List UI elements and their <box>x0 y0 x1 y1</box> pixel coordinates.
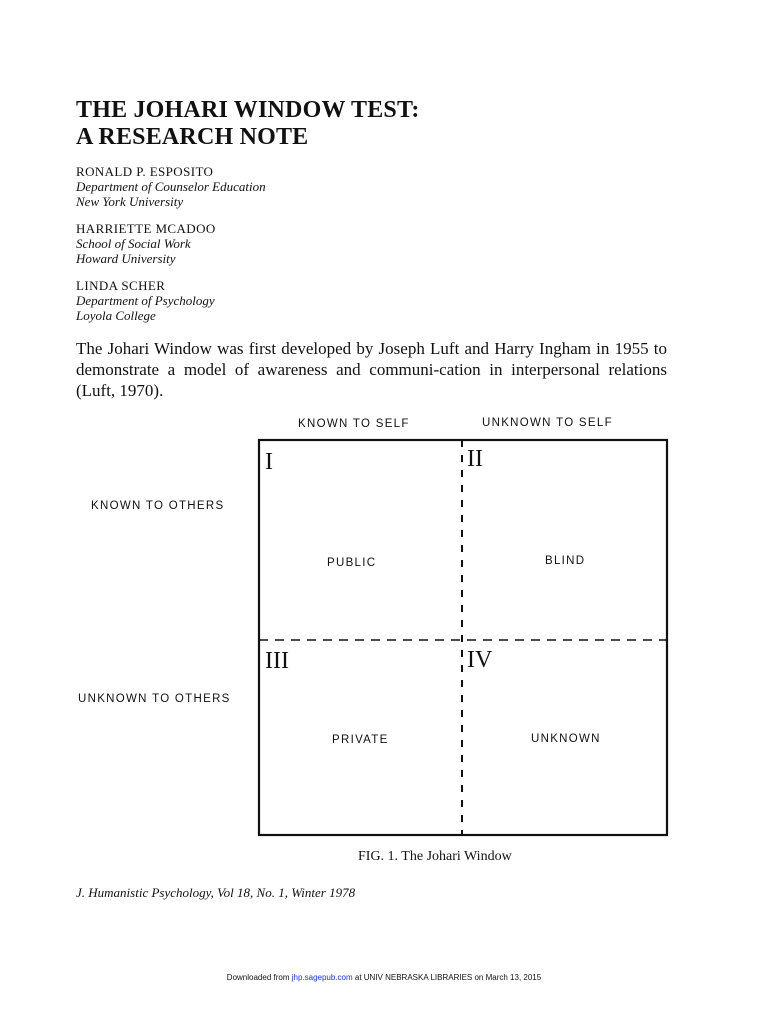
author-name: HARRIETTE MCADOO <box>76 221 216 236</box>
author-department: School of Social Work <box>76 236 191 251</box>
download-footer <box>0 973 768 982</box>
title-line-2: A RESEARCH NOTE <box>76 124 309 150</box>
quadrant-label-unknown: UNKNOWN <box>531 733 601 745</box>
author-department: Department of Psychology <box>76 293 215 308</box>
quadrant-numeral-ii: II <box>467 446 483 472</box>
footer-link[interactable]: jhp.sagepub.com <box>291 973 353 982</box>
row-header-known-to-others: KNOWN TO OTHERS <box>91 500 225 512</box>
author-block-2 <box>76 221 216 266</box>
author-block-1 <box>76 164 266 209</box>
quadrant-label-blind: BLIND <box>545 555 586 567</box>
col-header-unknown-to-self: UNKNOWN TO SELF <box>482 417 613 429</box>
author-block-3 <box>76 278 215 323</box>
quadrant-numeral-i: I <box>265 449 273 475</box>
quadrant-label-private: PRIVATE <box>332 734 389 746</box>
author-institution: New York University <box>76 194 184 209</box>
author-name: LINDA SCHER <box>76 278 166 293</box>
quadrant-label-public: PUBLIC <box>327 557 377 569</box>
footer-suffix: at UNIV NEBRASKA LIBRARIES on March 13, 2015 <box>352 973 542 982</box>
abstract-paragraph: The Johari Window was first developed by Joseph Luft and Harry Ingham in 1955 to demonstrate a model of awareness and communi-cation in interpersonal relations (Luft, 1970). <box>76 339 667 400</box>
quadrant-numeral-iii: III <box>265 648 289 674</box>
quadrant-numeral-iv: IV <box>467 647 493 673</box>
journal-citation: J. Humanistic Psychology, Vol 18, No. 1, Winter 1978 <box>76 885 356 900</box>
author-institution: Loyola College <box>76 308 156 323</box>
footer-prefix: Downloaded from <box>226 973 292 982</box>
window-frame <box>259 440 667 835</box>
row-header-unknown-to-others: UNKNOWN TO OTHERS <box>78 693 231 705</box>
author-name: RONALD P. ESPOSITO <box>76 164 214 179</box>
author-department: Department of Counselor Education <box>76 179 266 194</box>
figure-caption: FIG. 1. The Johari Window <box>358 849 512 864</box>
col-header-known-to-self: KNOWN TO SELF <box>298 418 410 430</box>
article-title <box>76 97 420 151</box>
author-institution: Howard University <box>76 251 176 266</box>
title-line-1: THE JOHARI WINDOW TEST: <box>76 97 420 123</box>
